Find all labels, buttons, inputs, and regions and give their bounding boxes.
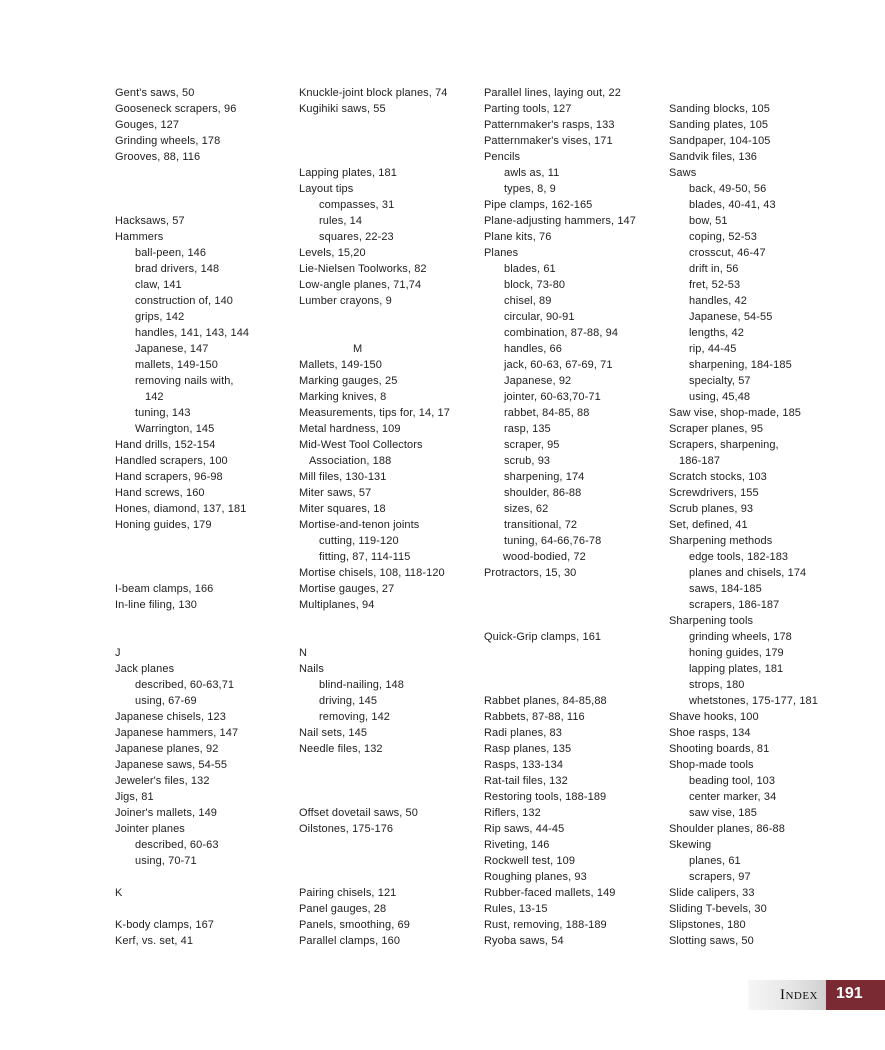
index-subentry: center marker, 34 xyxy=(689,791,777,803)
index-entry: Rabbets, 87-88, 116 xyxy=(484,711,585,723)
index-entry: Saw vise, shop-made, 185 xyxy=(669,407,802,419)
letter-heading: J xyxy=(115,647,121,659)
index-entry: Quick-Grip clamps, 161 xyxy=(484,631,602,643)
index-subentry: circular, 90-91 xyxy=(504,311,575,323)
index-entry: Metal hardness, 109 xyxy=(299,423,401,435)
letter-heading: M xyxy=(353,343,363,355)
blank-line xyxy=(299,757,484,773)
index-entry: Hand scrapers, 96-98 xyxy=(115,471,223,483)
blank-line xyxy=(115,533,300,549)
index-entry: Rasps, 133-134 xyxy=(484,759,564,771)
index-entry: Hacksaws, 57 xyxy=(115,215,185,227)
index-subentry: fitting, 87, 114-115 xyxy=(319,551,411,563)
index-subentry: transitional, 72 xyxy=(504,519,578,531)
index-subentry: whetstones, 175-177, 181 xyxy=(689,695,818,707)
index-subentry: rasp, 135 xyxy=(504,423,551,435)
index-entry: Ryoba saws, 54 xyxy=(484,935,564,947)
blank-line xyxy=(115,613,300,629)
index-subentry: scrapers, 97 xyxy=(689,871,751,883)
index-entry: Layout tips xyxy=(299,183,354,195)
index-entry: Patternmaker's vises, 171 xyxy=(484,135,613,147)
index-entry: Jigs, 81 xyxy=(115,791,154,803)
blank-line xyxy=(115,565,300,581)
index-subentry: using, 67-69 xyxy=(135,695,197,707)
blank-line xyxy=(299,773,484,789)
index-entry: Lumber crayons, 9 xyxy=(299,295,392,307)
index-subentry: jointer, 60-63,70-71 xyxy=(504,391,601,403)
index-entry: Japanese hammers, 147 xyxy=(115,727,239,739)
index-entry: Shop-made tools xyxy=(669,759,754,771)
index-subentry: compasses, 31 xyxy=(319,199,395,211)
index-entry: Sandvik files, 136 xyxy=(669,151,758,163)
index-entry: I-beam clamps, 166 xyxy=(115,583,214,595)
index-entry: Mortise-and-tenon joints xyxy=(299,519,420,531)
index-entry: Roughing planes, 93 xyxy=(484,871,587,883)
index-entry: Mill files, 130-131 xyxy=(299,471,387,483)
index-subentry: sharpening, 184-185 xyxy=(689,359,792,371)
index-entry: Parallel clamps, 160 xyxy=(299,935,401,947)
index-subentry: construction of, 140 xyxy=(135,295,234,307)
index-entry: Lie-Nielsen Toolworks, 82 xyxy=(299,263,427,275)
index-subentry: removing, 142 xyxy=(319,711,391,723)
index-entry: Rust, removing, 188-189 xyxy=(484,919,607,931)
index-entry: Rat-tail files, 132 xyxy=(484,775,568,787)
index-entry: Sandpaper, 104-105 xyxy=(669,135,771,147)
index-subentry: coping, 52-53 xyxy=(689,231,757,243)
index-entry: Rubber-faced mallets, 149 xyxy=(484,887,616,899)
index-subentry: scraper, 95 xyxy=(504,439,560,451)
index-entry: Japanese saws, 54-55 xyxy=(115,759,228,771)
index-entry: Jointer planes xyxy=(115,823,185,835)
index-entry: Multiplanes, 94 xyxy=(299,599,375,611)
blank-line xyxy=(484,677,669,693)
index-entry: Set, defined, 41 xyxy=(669,519,748,531)
index-entry: Panel gauges, 28 xyxy=(299,903,387,915)
index-subentry: specialty, 57 xyxy=(689,375,751,387)
index-entry: Shave hooks, 100 xyxy=(669,711,759,723)
index-entry: Lapping plates, 181 xyxy=(299,167,397,179)
index-entry: Parallel lines, laying out, 22 xyxy=(484,87,621,99)
index-subentry: sharpening, 174 xyxy=(504,471,585,483)
index-subentry: saws, 184-185 xyxy=(689,583,762,595)
index-entry: Hammers xyxy=(115,231,164,243)
index-entry: Plane kits, 76 xyxy=(484,231,552,243)
index-entry: Sanding blocks, 105 xyxy=(669,103,770,115)
index-subentry: types, 8, 9 xyxy=(504,183,556,195)
index-subentry: scrapers, 186-187 xyxy=(689,599,780,611)
index-entry: Plane-adjusting hammers, 147 xyxy=(484,215,636,227)
index-subentry: Japanese, 147 xyxy=(135,343,209,355)
index-subentry: Japanese, 92 xyxy=(504,375,572,387)
index-entry: Japanese planes, 92 xyxy=(115,743,219,755)
index-continuation: 142 xyxy=(145,391,164,403)
blank-line xyxy=(299,309,484,325)
index-entry: Levels, 15,20 xyxy=(299,247,366,259)
blank-line xyxy=(115,165,300,181)
index-subentry: claw, 141 xyxy=(135,279,182,291)
blank-line xyxy=(115,901,300,917)
index-column-4 xyxy=(669,85,854,949)
index-subentry: shoulder, 86-88 xyxy=(504,487,582,499)
index-subentry: sizes, 62 xyxy=(504,503,549,515)
index-entry: Measurements, tips for, 14, 17 xyxy=(299,407,450,419)
index-subentry: bow, 51 xyxy=(689,215,728,227)
index-entry: Mid-West Tool Collectors xyxy=(299,439,423,451)
section-label: Index xyxy=(779,987,818,1003)
blank-line xyxy=(299,117,484,133)
page-footer xyxy=(748,980,885,1010)
index-subentry: scrub, 93 xyxy=(504,455,551,467)
index-subentry: edge tools, 182-183 xyxy=(689,551,789,563)
blank-line xyxy=(299,149,484,165)
index-entry: Nails xyxy=(299,663,324,675)
index-entry: Scraper planes, 95 xyxy=(669,423,764,435)
blank-line xyxy=(484,581,669,597)
index-subentry: lapping plates, 181 xyxy=(689,663,784,675)
index-entry: Slipstones, 180 xyxy=(669,919,746,931)
index-entry: In-line filing, 130 xyxy=(115,599,198,611)
index-entry: Low-angle planes, 71,74 xyxy=(299,279,422,291)
index-entry: Hand drills, 152-154 xyxy=(115,439,216,451)
index-subentry: strops, 180 xyxy=(689,679,745,691)
index-entry: Needle files, 132 xyxy=(299,743,383,755)
index-subentry: honing guides, 179 xyxy=(689,647,784,659)
index-subentry: handles, 66 xyxy=(504,343,562,355)
index-entry: Offset dovetail saws, 50 xyxy=(299,807,418,819)
index-entry: Panels, smoothing, 69 xyxy=(299,919,410,931)
index-subentry: back, 49-50, 56 xyxy=(689,183,767,195)
index-entry: Rockwell test, 109 xyxy=(484,855,576,867)
index-entry: Kerf, vs. set, 41 xyxy=(115,935,194,947)
index-entry: Shoulder planes, 86-88 xyxy=(669,823,785,835)
blank-line xyxy=(299,869,484,885)
blank-line xyxy=(299,325,484,341)
index-entry: Shoe rasps, 134 xyxy=(669,727,751,739)
blank-line xyxy=(115,549,300,565)
letter-heading: K xyxy=(115,887,123,899)
index-column-1 xyxy=(115,85,300,949)
blank-line xyxy=(115,629,300,645)
index-subentry: blades, 40-41, 43 xyxy=(689,199,776,211)
index-subentry: described, 60-63,71 xyxy=(135,679,235,691)
index-subentry: rabbet, 84-85, 88 xyxy=(504,407,590,419)
index-subentry: tuning, 64-66,76-78 xyxy=(504,535,602,547)
index-subentry: mallets, 149-150 xyxy=(135,359,218,371)
index-entry: Mortise chisels, 108, 118-120 xyxy=(299,567,445,579)
index-subentry: described, 60-63 xyxy=(135,839,219,851)
index-subentry: awls as, 11 xyxy=(504,167,560,179)
index-subentry: jack, 60-63, 67-69, 71 xyxy=(504,359,613,371)
index-subentry: planes, 61 xyxy=(689,855,741,867)
index-subentry: lengths, 42 xyxy=(689,327,744,339)
index-subentry: rules, 14 xyxy=(319,215,363,227)
blank-line xyxy=(115,869,300,885)
index-entry: Shooting boards, 81 xyxy=(669,743,770,755)
index-entry: Miter saws, 57 xyxy=(299,487,372,499)
index-subentry: combination, 87-88, 94 xyxy=(504,327,619,339)
index-entry: Parting tools, 127 xyxy=(484,103,572,115)
index-entry: Honing guides, 179 xyxy=(115,519,212,531)
index-entry: Restoring tools, 188-189 xyxy=(484,791,607,803)
index-subentry: fret, 52-53 xyxy=(689,279,741,291)
index-entry: Kugihiki saws, 55 xyxy=(299,103,386,115)
index-subentry: brad drivers, 148 xyxy=(135,263,220,275)
index-entry: Marking knives, 8 xyxy=(299,391,387,403)
index-entry: Protractors, 15, 30 xyxy=(484,567,577,579)
index-entry: Riflers, 132 xyxy=(484,807,541,819)
index-entry: Scrapers, sharpening, xyxy=(669,439,779,451)
index-subentry: blades, 61 xyxy=(504,263,556,275)
blank-line xyxy=(299,837,484,853)
blank-line xyxy=(484,613,669,629)
index-subentry: cutting, 119-120 xyxy=(319,535,399,547)
index-subentry: blind-nailing, 148 xyxy=(319,679,404,691)
blank-line xyxy=(299,133,484,149)
index-entry: Jack planes xyxy=(115,663,175,675)
index-entry: Scratch stocks, 103 xyxy=(669,471,767,483)
index-entry: Hand screws, 160 xyxy=(115,487,205,499)
index-subentry: grips, 142 xyxy=(135,311,185,323)
index-entry: Sliding T-bevels, 30 xyxy=(669,903,767,915)
index-subentry: saw vise, 185 xyxy=(689,807,757,819)
index-subentry: handles, 42 xyxy=(689,295,747,307)
index-subentry: squares, 22-23 xyxy=(319,231,394,243)
page-number: 191 xyxy=(836,985,863,1002)
index-entry: Oilstones, 175-176 xyxy=(299,823,394,835)
index-entry: Jeweler's files, 132 xyxy=(115,775,210,787)
blank-line xyxy=(299,613,484,629)
index-entry: Pipe clamps, 162-165 xyxy=(484,199,593,211)
index-subentry: Warrington, 145 xyxy=(135,423,215,435)
index-entry: Miter squares, 18 xyxy=(299,503,386,515)
index-subentry: removing nails with, xyxy=(135,375,234,387)
index-continuation: Association, 188 xyxy=(309,455,392,467)
index-entry: Handled scrapers, 100 xyxy=(115,455,228,467)
index-entry: Hones, diamond, 137, 181 xyxy=(115,503,247,515)
blank-line xyxy=(669,85,854,101)
index-column-3 xyxy=(484,85,669,949)
index-entry: Rasp planes, 135 xyxy=(484,743,572,755)
index-entry: Knuckle-joint block planes, 74 xyxy=(299,87,448,99)
index-entry: Skewing xyxy=(669,839,712,851)
index-subentry: grinding wheels, 178 xyxy=(689,631,792,643)
index-entry: Scrub planes, 93 xyxy=(669,503,754,515)
index-subentry: chisel, 89 xyxy=(504,295,552,307)
index-entry: Nail sets, 145 xyxy=(299,727,368,739)
index-entry: Gouges, 127 xyxy=(115,119,180,131)
index-continuation: 186-187 xyxy=(679,455,721,467)
index-subentry: crosscut, 46-47 xyxy=(689,247,766,259)
index-entry: Mortise gauges, 27 xyxy=(299,583,395,595)
index-entry: Slotting saws, 50 xyxy=(669,935,754,947)
index-subentry: driving, 145 xyxy=(319,695,378,707)
index-subentry: wood-bodied, 72 xyxy=(503,551,586,563)
index-subentry: planes and chisels, 174 xyxy=(689,567,807,579)
index-entry: Rip saws, 44-45 xyxy=(484,823,565,835)
letter-heading: N xyxy=(299,647,308,659)
index-entry: Sharpening methods xyxy=(669,535,773,547)
index-entry: Screwdrivers, 155 xyxy=(669,487,759,499)
blank-line xyxy=(299,629,484,645)
index-entry: Planes xyxy=(484,247,519,259)
index-subentry: using, 45,48 xyxy=(689,391,751,403)
index-entry: Grinding wheels, 178 xyxy=(115,135,221,147)
blank-line xyxy=(484,645,669,661)
index-entry: Grooves, 88, 116 xyxy=(115,151,201,163)
index-entry: Pairing chisels, 121 xyxy=(299,887,397,899)
index-entry: Slide calipers, 33 xyxy=(669,887,755,899)
index-entry: Patternmaker's rasps, 133 xyxy=(484,119,615,131)
blank-line xyxy=(484,661,669,677)
index-entry: Marking gauges, 25 xyxy=(299,375,398,387)
index-entry: Saws xyxy=(669,167,697,179)
blank-line xyxy=(484,597,669,613)
index-entry: Riveting, 146 xyxy=(484,839,550,851)
index-entry: Joiner's mallets, 149 xyxy=(115,807,218,819)
index-column-2 xyxy=(299,85,484,949)
index-entry: K-body clamps, 167 xyxy=(115,919,215,931)
index-entry: Pencils xyxy=(484,151,521,163)
blank-line xyxy=(299,853,484,869)
blank-line xyxy=(299,789,484,805)
index-entry: Sharpening tools xyxy=(669,615,754,627)
section-label-box xyxy=(748,980,826,1010)
index-subentry: ball-peen, 146 xyxy=(135,247,207,259)
index-subentry: using, 70-71 xyxy=(135,855,197,867)
index-entry: Sanding plates, 105 xyxy=(669,119,769,131)
index-subentry: drift in, 56 xyxy=(689,263,739,275)
index-subentry: block, 73-80 xyxy=(504,279,566,291)
index-entry: Japanese chisels, 123 xyxy=(115,711,226,723)
blank-line xyxy=(115,181,300,197)
index-entry: Rabbet planes, 84-85,88 xyxy=(484,695,607,707)
index-subentry: beading tool, 103 xyxy=(689,775,776,787)
index-entry: Gooseneck scrapers, 96 xyxy=(115,103,237,115)
index-entry: Mallets, 149-150 xyxy=(299,359,382,371)
index-entry: Gent's saws, 50 xyxy=(115,87,195,99)
index-subentry: handles, 141, 143, 144 xyxy=(135,327,250,339)
blank-line xyxy=(115,197,300,213)
index-entry: Rules, 13-15 xyxy=(484,903,548,915)
page-number-box xyxy=(826,980,885,1010)
index-entry: Radi planes, 83 xyxy=(484,727,562,739)
index-subentry: tuning, 143 xyxy=(135,407,191,419)
index-subentry: rip, 44-45 xyxy=(689,343,737,355)
index-subentry: Japanese, 54-55 xyxy=(689,311,773,323)
